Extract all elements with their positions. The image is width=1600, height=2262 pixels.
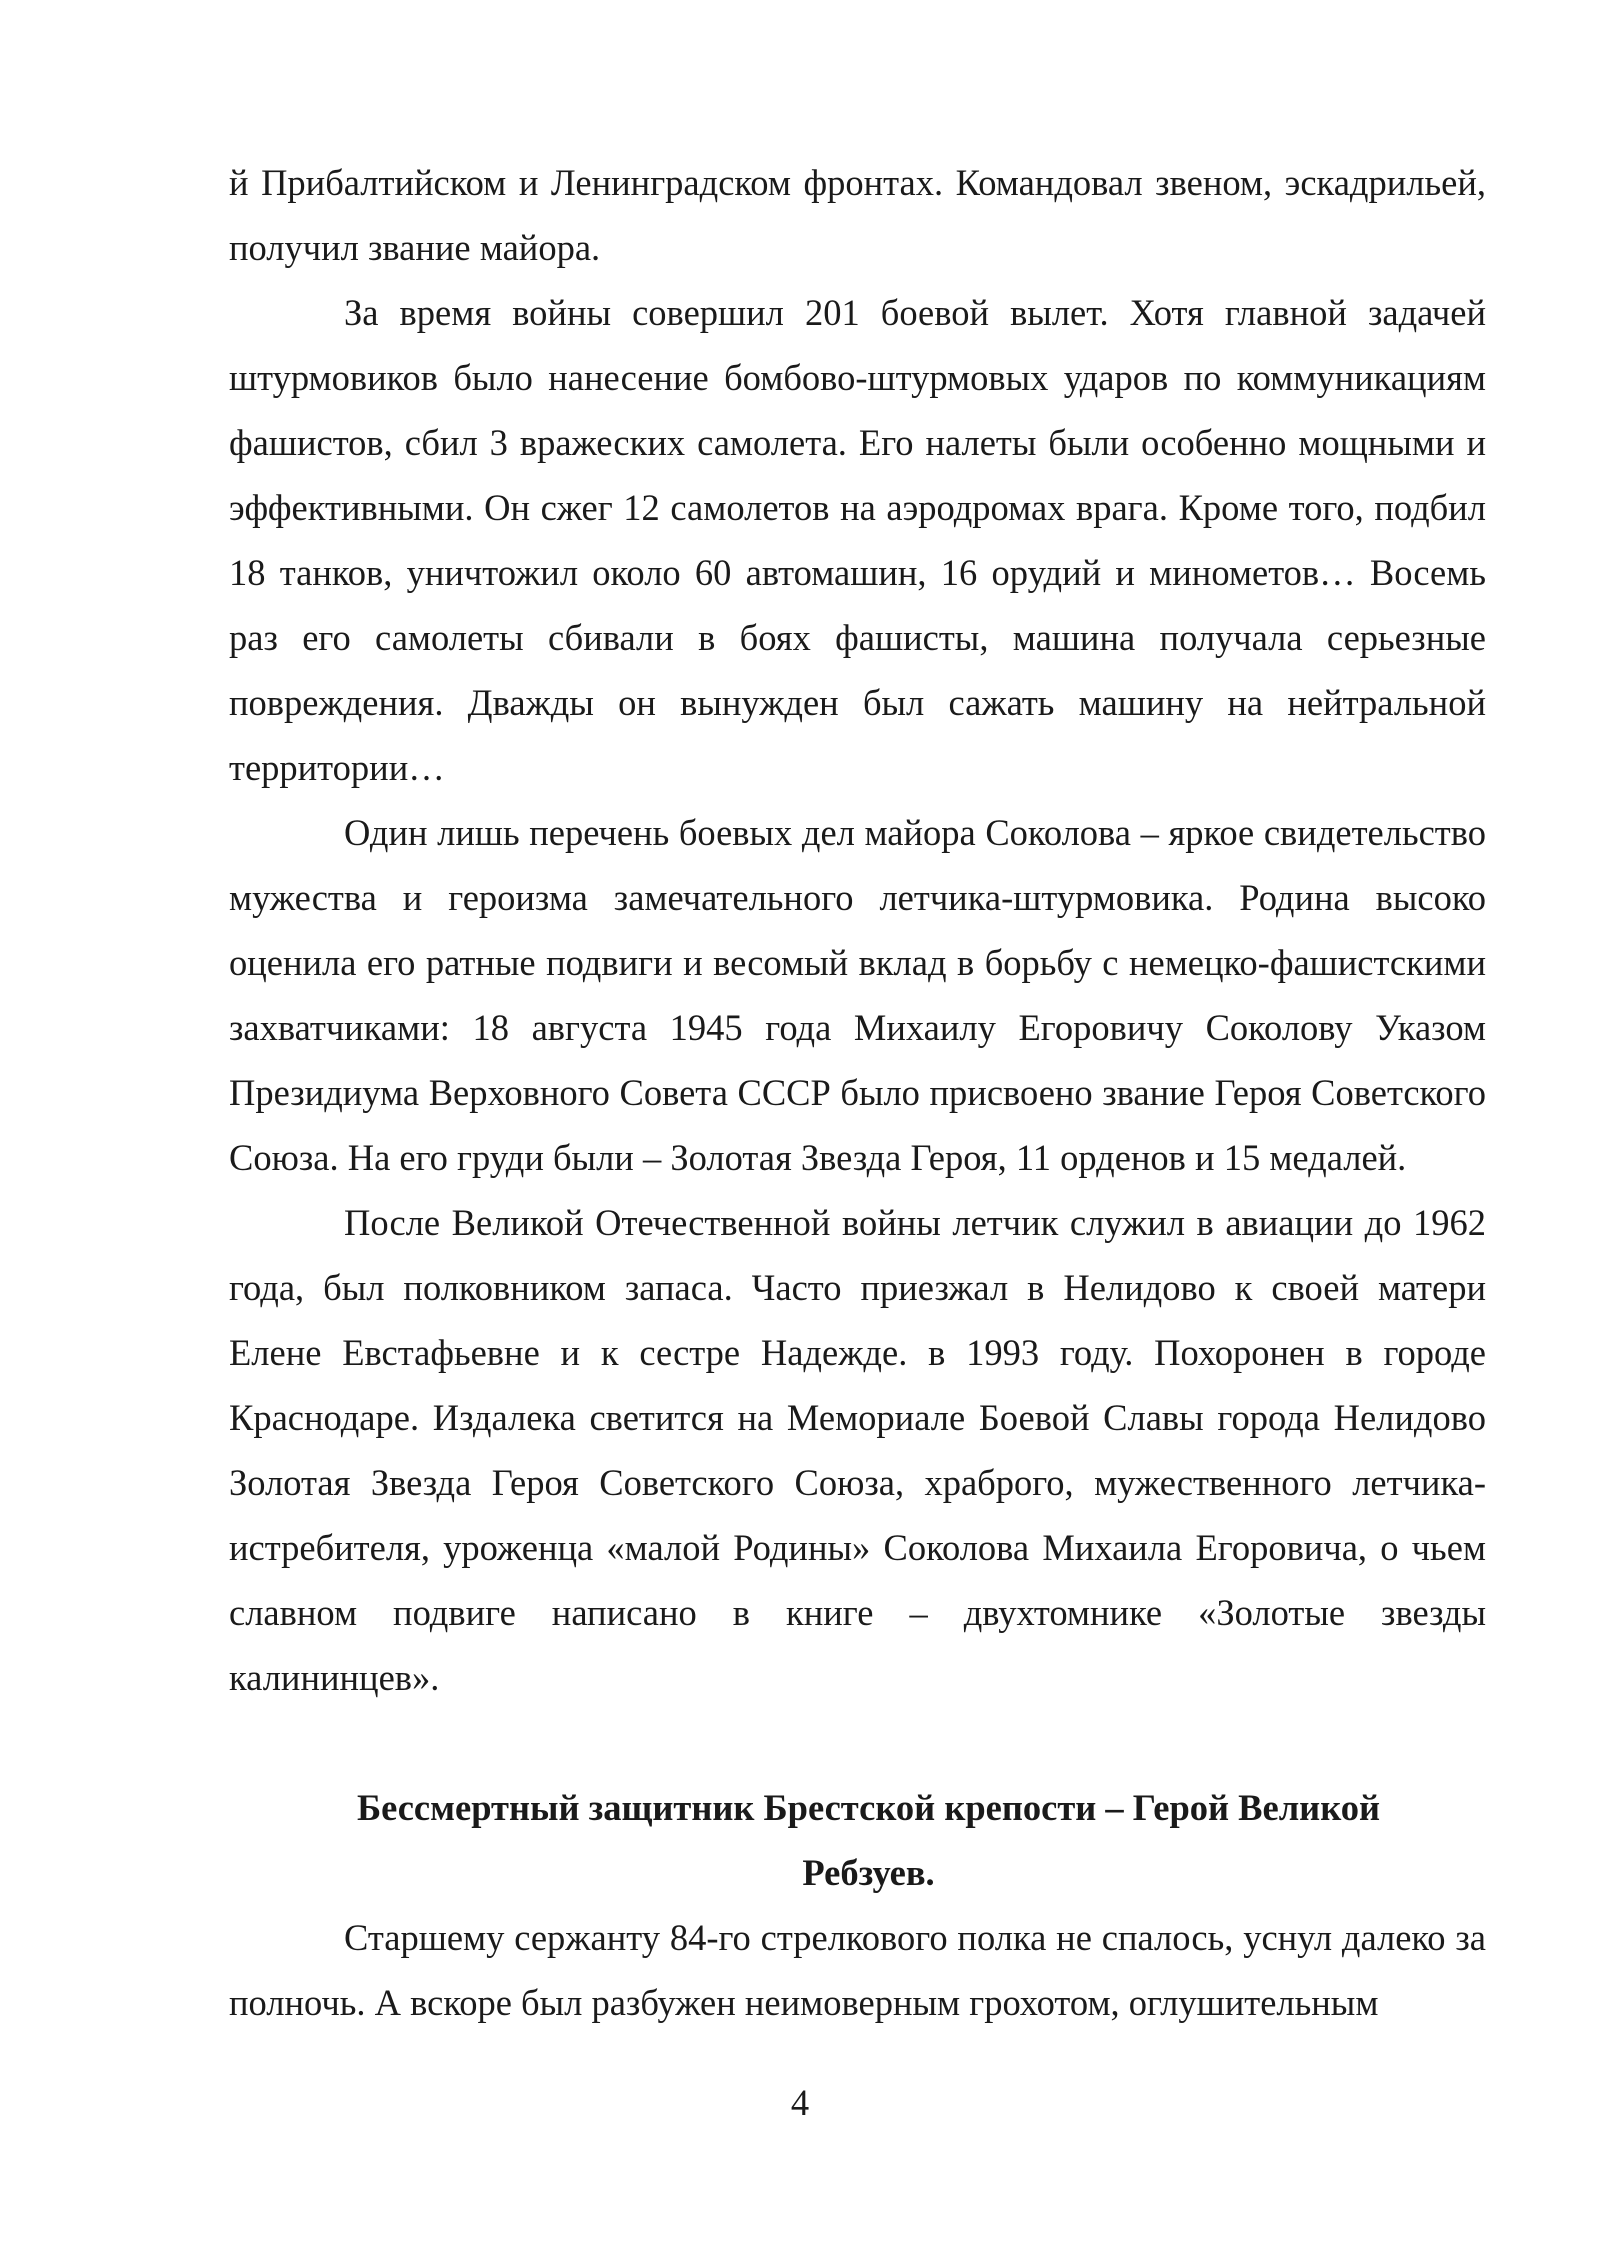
- paragraph-4: После Великой Отечественной войны летчик служил в авиации до 1962 года, был полковником запаса. Часто приезжал в Нелидово к своей матери Елене Евстафьевне и к сестре Надежде. в 1993 году. Похоронен в городе Краснодаре. Издалека светится на Мемориале Боевой Славы города Нелидово Золотая Звезда Героя Советского Союза, храброго, мужественного летчика-истребителя, уроженца «малой Родины» Соколова Михаила Егоровича, о чьем славном подвиге написано в книге – двухтомнике «Золотые звезды калининцев».: [229, 1202, 1486, 1698]
- section-spacer: [229, 1710, 1486, 1775]
- document-page: [229, 150, 1486, 2035]
- paragraph-1: й Прибалтийском и Ленинградском фронтах. Командовал звеном, эскадрильей, получил звание майора.: [229, 162, 1486, 268]
- section-heading-line-1: Бессмертный защитник Брестской крепости – Герой Великой: [356, 1787, 1381, 1828]
- paragraph-2: За время войны совершил 201 боевой вылет. Хотя главной задачей штурмовиков было нанесение бомбово-штурмовых ударов по коммуникациям фашистов, сбил 3 вражеских самолета. Его налеты были особенно мощными и эффективными. Он сжег 12 самолетов на аэродромах врага. Кроме того, подбил 18 танков, уничтожил около 60 автомашин, 16 орудий и минометов… Восемь раз его самолеты сбивали в боях фашисты, машина получала серьезные повреждения. Дважды он вынужден был сажать машину на нейтральной территории…: [229, 292, 1486, 788]
- section-paragraph: Старшему сержанту 84-го стрелкового полка не спалось, уснул далеко за полночь. А вскоре был разбужен неимоверным грохотом, оглушительным: [229, 1917, 1486, 2023]
- paragraph-3: Один лишь перечень боевых дел майора Соколова – яркое свидетельство мужества и героизма замечательного летчика-штурмовика. Родина высоко оценила его ратные подвиги и весомый вклад в борьбу с немецко-фашистскими захватчиками: 18 августа 1945 года Михаилу Егоровичу Соколову Указом Президиума Верховного Совета СССР было присвоено звание Героя Советского Союза. На его груди были – Золотая Звезда Героя, 11 орденов и 15 медалей.: [229, 812, 1486, 1178]
- section-heading-line-2: Ребзуев.: [802, 1852, 935, 1893]
- page-number: 4: [790, 2082, 810, 2123]
